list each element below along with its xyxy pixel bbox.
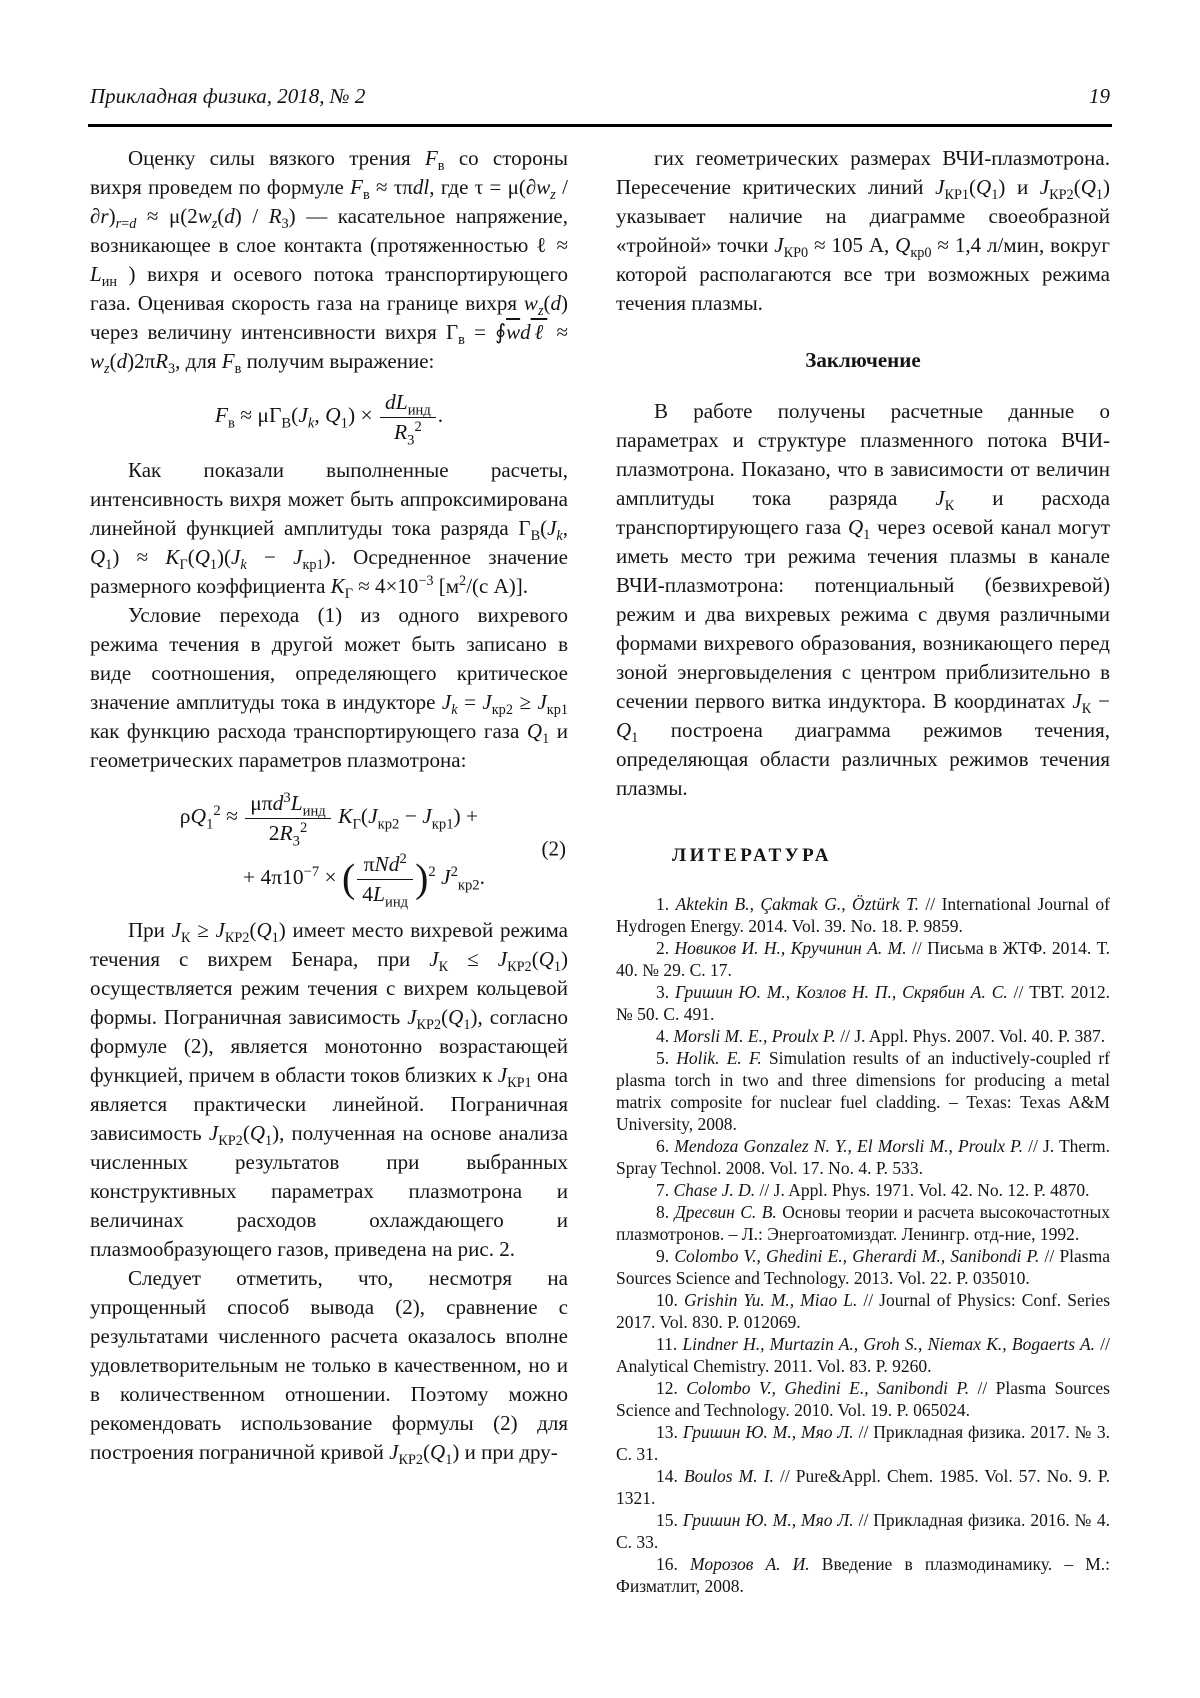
paragraph-transition-condition: Условие перехода (1) из одного вихревого режима течения в другой может быть записано в виде соотношения, определяющего критическое значение амплитуды тока в индукторе $J_k = J_{кр2} \ge J_{кр1}$ как функцию расхода транспортирующего газа $Q_1$ и геометрических параметров плазмотрона: [90, 603, 568, 773]
reference-item: 16. Морозов А. И. Введение в плазмодинамику. – М.: Физматлит, 2008. [616, 1554, 1110, 1596]
reference-item: 9. Colombo V., Ghedini E., Gherardi M., Sanibondi P. // Plasma Sources Science and Technology. 2013. Vol. 22. P. 035010. [616, 1246, 1110, 1288]
paragraph-triple-point: гих геометрических размерах ВЧИ-плазмотрона. Пересечение критических линий $J_{КР1}(Q_1)$ и $J_{КР2}(Q_1)$ указывает наличие на диаграмме своеобразной «тройной» точки $J_{КР0} \approx 105$ А, $Q_{кр0} \approx 1,4$ л/мин, вокруг которой располагаются все три возможных режима течения плазмы. [616, 146, 1111, 315]
reference-item: 15. Гришин Ю. М., Мяо Л. // Прикладная физика. 2016. № 4. С. 33. [616, 1510, 1111, 1552]
formula-2-block [90, 790, 568, 910]
paragraph-recommendation: Следует отметить, что, несмотря на упрощенный способ вывода (2), сравнение с результатами численного расчета оказалось вполне удовлетворительным не только в качественном, но и в количественном отношении. Поэтому можно рекомендовать использование формулы (2) для построения пограничной кривой $J_{КР2}(Q_1)$ и при дру- [90, 1266, 568, 1469]
reference-item: 2. Новиков И. Н., Кручинин А. М. // Письма в ЖТФ. 2014. Т. 40. № 29. С. 17. [616, 938, 1110, 980]
formula-2-line2: + $4\pi 10^{-7}$ × ( $\frac{\pi Nd^2}{4L_{инд}}$ )$^2$ $J^2_{кр2}$. [243, 850, 485, 910]
reference-item: 1. Aktekin B., Çakmak G., Öztürk T. // International Journal of Hydrogen Energy. 2014. Vol. 39. No. 18. P. 9859. [616, 894, 1110, 936]
reference-item: 8. Дресвин С. В. Основы теории и расчета высокочастотных плазмотронов. – Л.: Энергоатомиздат. Ленингр. отд-ние, 1992. [616, 1202, 1110, 1244]
reference-item: 12. Colombo V., Ghedini E., Sanibondi P. // Plasma Sources Science and Technology. 2010. Vol. 19. P. 065024. [616, 1378, 1110, 1420]
left-column [90, 144, 568, 1467]
reference-item: 5. Holik. E. F. Simulation results of an inductively-coupled rf plasma torch in two and three dimensions for producing a metal matrix composite for nuclear fuel cladding. – Texas: Texas A&M University, 2008. [616, 1048, 1110, 1134]
references-heading: ЛИТЕРАТУРА [672, 845, 833, 866]
equation-number: (2) [541, 836, 566, 861]
references-list [616, 893, 1110, 1597]
journal-title: Прикладная физика, 2018, № 2 [90, 84, 366, 108]
reference-item: 14. Boulos M. I. // Pure&Appl. Chem. 1985. Vol. 57. No. 9. P. 1321. [616, 1466, 1110, 1508]
reference-item: 3. Гришин Ю. М., Козлов Н. П., Скрябин А. С. // ТВТ. 2012. № 50. С. 491. [616, 982, 1110, 1024]
conclusion-heading: Заключение [805, 348, 921, 372]
reference-item: 4. Morsli M. E., Proulx P. // J. Appl. Phys. 2007. Vol. 40. P. 387. [656, 1026, 1106, 1046]
paragraph-flow-regimes: При $J_К \ge J_{КР2}(Q_1)$ имеет место вихревой режима течения с вихрем Бенара, при $J_К \le J_{КР2}(Q_1)$ осуществляется режим течения с вихрем кольцевой формы. Пограничная зависимость $J_{КР2}(Q_1)$, согласно формуле (2), является монотонно возрастающей функцией, причем в области токов близких к $J_{КР1}$ она является практически линейной. Пограничная зависимость $J_{КР2}(Q_1)$, полученная на основе анализа численных результатов при выбранных конструктивных параметрах плазмотрона и величинах расходов охлаждающего и плазмообразующего газов, приведена на рис. 2. [90, 918, 569, 1262]
page-number: 19 [1089, 84, 1110, 108]
reference-item: 11. Lindner H., Murtazin A., Groh S., Niemax K., Bogaerts A. // Analytical Chemistry. 2011. Vol. 83. P. 9260. [616, 1334, 1110, 1376]
formula-viscous-force: $F_в \approx \mu\Gamma_В(J_k$, $Q_1$) × $\frac{dL_{инд}}{R_3^2}$ . [214, 390, 444, 449]
paragraph-vortex-intensity: Как показали выполненные расчеты, интенсивность вихря может быть аппроксимирована линейной функцией амплитуды тока разряда $\Gamma_В(J_k$, $Q_1) \approx K_\Gamma(Q_1)(J_k - J_{кр1})$. Осредненное значение размерного коэффициента $K_\Gamma \approx 4\times 10^{-3}$ [$м^2/(с$ А)]. [90, 458, 568, 603]
reference-item: 6. Mendoza Gonzalez N. Y., El Morsli M., Proulx P. // J. Therm. Spray Technol. 2008. Vol. 17. No. 4. P. 533. [616, 1136, 1110, 1178]
reference-item: 7. Chase J. D. // J. Appl. Phys. 1971. Vol. 42. No. 12. P. 4870. [656, 1180, 1090, 1200]
formula-2-line1: $\rho Q_1^2$ ≈ $\frac{\mu\pi d^3L_{инд}}{2R_3^2}$ $K_\Gamma(J_{кр2} - J_{кр1})$ + [179, 790, 479, 850]
paragraph-conclusion: В работе получены расчетные данные о параметрах и структуре плазменного потока ВЧИ-плазмотрона. Показано, что в зависимости от величин амплитуды тока разряда $J_К$ и расхода транспортирующего газа $Q_1$ через осевой канал могут иметь место три режима течения плазмы в канале ВЧИ-плазмотрона: потенциальный (безвихревой) режим и два вихревых режима с двумя различными формами вихревого образования, возникающего перед зоной энерговыделения с центром приблизительно в сечении первого витка индуктора. В координатах $J_К - Q_1$ построена диаграмма режимов течения, определяющая области различных режимов течения плазмы. [616, 399, 1110, 800]
paragraph-viscous-friction: Оценку силы вязкого трения $F_в$ со стороны вихря проведем по формуле $F_в \approx \tau\pi dl$, где $\tau = \mu(\partial w_z / \partial r)_{r=d} \approx \mu(2w_z(d) / R_3)$ — касательное напряжение, возникающее в слое контакта (протяженностью ℓ ≈ $L_{ин}$ ) вихря и осевого потока транспортирующего газа. Оценивая скорость газа на границе вихря $w_z(d)$ через величину интенсивности вихря $\Gamma_в$ = $∮\overline{w}d\ell \approx w_z(d)2\pi R_3$, для $F_в$ получим выражение: [90, 146, 569, 378]
header-rule [88, 124, 1112, 127]
reference-item: 13. Гришин Ю. М., Мяо Л. // Прикладная физика. 2017. № 3. С. 31. [616, 1422, 1111, 1464]
page-header [90, 84, 1110, 109]
right-column [616, 144, 1110, 1597]
reference-item: 10. Grishin Yu. M., Miao L. // Journal of Physics: Conf. Series 2017. Vol. 830. P. 012069. [616, 1290, 1111, 1332]
